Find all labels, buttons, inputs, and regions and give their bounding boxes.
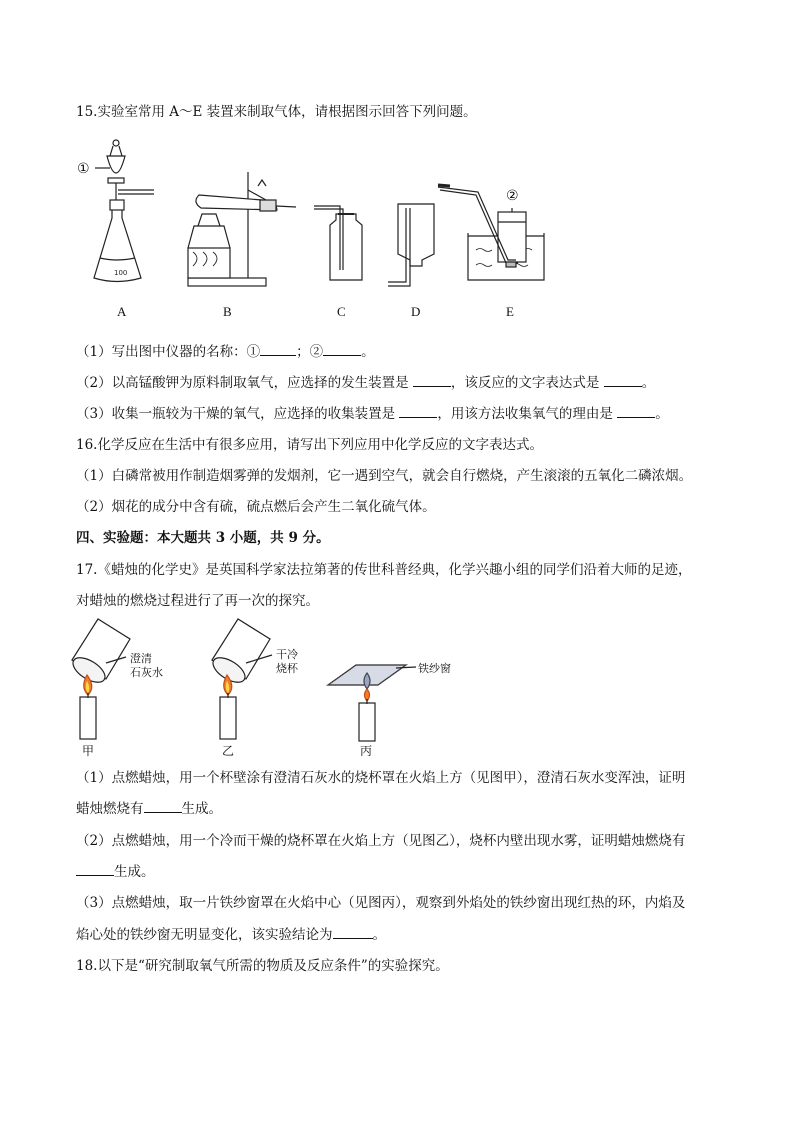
answer-blank[interactable]	[76, 863, 114, 876]
q16-part2: （2）烟花的成分中含有硫，硫点燃后会产生二氧化硫气体。	[76, 499, 436, 515]
q15-part2	[76, 374, 655, 392]
apparatus-c	[314, 206, 362, 280]
label-d: D	[411, 304, 421, 319]
apparatus-e	[438, 185, 544, 280]
marker-1: ①	[77, 161, 90, 177]
candle-yi	[209, 619, 272, 739]
answer-blank[interactable]	[617, 405, 655, 418]
q15-part2-mid: ，该反应的文字表达式是	[450, 375, 600, 391]
marker-2: ②	[506, 188, 519, 204]
answer-blank[interactable]	[323, 343, 361, 356]
q15-part1-end: 。	[361, 344, 375, 360]
apparatus-a	[94, 140, 154, 282]
answer-blank[interactable]	[260, 343, 296, 356]
apparatus-figure	[70, 130, 550, 300]
answer-blank[interactable]	[333, 926, 373, 939]
q17-part3-text: 焰心处的铁纱窗无明显变化，该实验结论为	[76, 927, 333, 943]
q15-part3-mid: ，用该方法收集氧气的理由是	[437, 406, 613, 422]
q17-part3-line2	[76, 926, 386, 944]
q15-part1	[76, 343, 375, 361]
caption-jia: 甲	[82, 744, 95, 758]
q17-part1-line2	[76, 800, 222, 818]
label-dry-beaker-line2: 烧杯	[276, 662, 298, 675]
candle-figure	[60, 615, 480, 760]
caption-bing: 丙	[360, 744, 373, 758]
q17-title-line1: 17.《蜡烛的化学史》是英国科学家法拉第著的传世科普经典，化学兴趣小组的同学们沿着大师的足迹，	[76, 562, 692, 578]
label-c: C	[337, 304, 346, 319]
candle-jia	[69, 619, 130, 739]
q17-part1-end: 生成。	[181, 801, 222, 817]
answer-blank[interactable]	[604, 374, 642, 387]
q17-part1-text: 蜡烛燃烧有	[76, 801, 144, 817]
answer-blank[interactable]	[144, 800, 182, 813]
q15-part3-text: （3）收集一瓶较为干燥的氧气，应选择的收集装置是	[76, 406, 396, 422]
q15-part2-text: （2）以高锰酸钾为原料制取氧气，应选择的发生装置是	[76, 375, 409, 391]
q16-title: 16.化学反应在生活中有很多应用，请写出下列应用中化学反应的文字表达式。	[76, 437, 543, 453]
q17-part3-line1: （3）点燃蜡烛，取一片铁纱窗罩在火焰中心（见图丙），观察到外焰处的铁纱窗出现红热的环，内焰及	[76, 895, 686, 911]
label-dry-beaker-line1: 干冷	[276, 648, 298, 661]
q15-part1-text: （1）写出图中仪器的名称：①	[76, 344, 261, 360]
q17-part3-end: 。	[372, 927, 386, 943]
label-b: B	[223, 304, 232, 319]
q15-part3	[76, 405, 669, 423]
q18-title: 18.以下是“研究制取氧气所需的物质及反应条件”的实验探究。	[76, 958, 449, 974]
q15-part1-mid: ；②	[296, 344, 324, 360]
answer-blank[interactable]	[399, 405, 437, 418]
section-header: 四、实验题：本大题共 3 小题，共 9 分。	[76, 530, 330, 546]
q15-title: 15.实验室常用 A～E 装置来制取气体，请根据图示回答下列问题。	[76, 104, 477, 120]
candle-bing	[328, 665, 416, 741]
q17-title-line2: 对蜡烛的燃烧过程进行了再一次的探究。	[76, 593, 319, 609]
q17-part1-line1: （1）点燃蜡烛，用一个杯壁涂有澄清石灰水的烧杯罩在火焰上方（见图甲），澄清石灰水变浑浊，证明	[76, 770, 686, 786]
q17-part2-line1: （2）点燃蜡烛，用一个冷而干燥的烧杯罩在火焰上方（见图乙），烧杯内壁出现水雾，证明蜡烛燃烧有	[76, 833, 686, 849]
label-limewater-line2: 石灰水	[130, 666, 163, 679]
apparatus-d	[388, 204, 434, 286]
label-e: E	[506, 304, 514, 319]
q16-part1: （1）白磷常被用作制造烟雾弹的发烟剂，它一遇到空气，就会自行燃烧，产生滚滚的五氧化二磷浓烟。	[76, 468, 693, 484]
caption-yi: 乙	[222, 744, 235, 758]
label-a: A	[117, 304, 127, 319]
q17-part2-line2	[76, 863, 155, 881]
label-wire-gauze: 铁纱窗	[418, 662, 451, 675]
q15-part2-end: 。	[641, 375, 656, 391]
q17-part2-end: 生成。	[114, 864, 155, 880]
label-dry-beaker	[276, 648, 298, 676]
apparatus-b	[188, 172, 296, 286]
answer-blank[interactable]	[413, 374, 451, 387]
label-limewater-line1: 澄清	[130, 652, 152, 665]
label-limewater	[130, 652, 163, 680]
q15-part3-end: 。	[655, 406, 669, 422]
flask-volume-mark: 100	[114, 269, 128, 277]
